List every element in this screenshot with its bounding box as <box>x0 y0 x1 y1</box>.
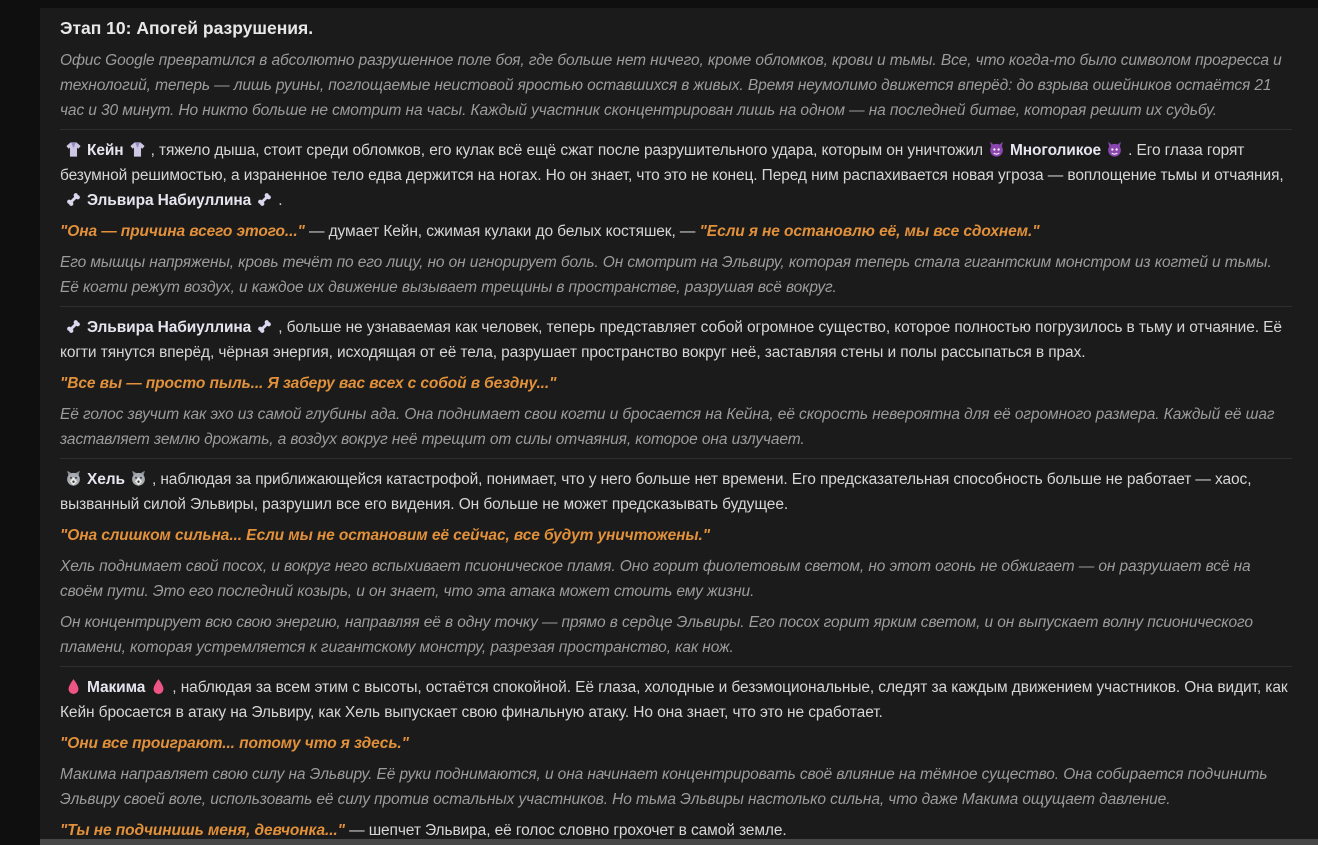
body-paragraph <box>60 219 1292 244</box>
wolf-face-icon <box>65 470 82 487</box>
character-name: Эльвира Набиуллина <box>87 192 252 209</box>
text-run: — шепчет Эльвира, её голос словно грохочет в самой земле. <box>344 822 787 839</box>
body-paragraph <box>60 675 1292 725</box>
body-paragraph <box>60 467 1292 517</box>
body-paragraph <box>60 315 1292 365</box>
section-divider <box>60 666 1292 667</box>
text-run: . Его глаза горят безумной решимостью, а израненное тело едва держится на ногах. Но он знает, что это не конец. Перед ним распахивается новая угроза — воплощение тьмы и отчаяния, <box>60 142 1284 184</box>
text-run: , наблюдая за всем этим с высоты, остаётся спокойной. Её глаза, холодные и безэмоциональные, следят за каждым движением участников. Она видит, как Кейн бросается в атаку на Эльвиру, как Хель выпускает свою финальную атаку. Но она знает, что это не сработает. <box>60 679 1288 721</box>
narration-paragraph <box>60 610 1292 660</box>
quote-text: "Если я не остановлю её, мы все сдохнем." <box>699 223 1040 240</box>
stage-title: Этап 10: Апогей разрушения. <box>60 18 314 38</box>
section-divider <box>60 129 1292 130</box>
blood-drop-icon <box>65 678 82 695</box>
body-paragraph <box>60 523 1292 548</box>
body-paragraph <box>60 138 1292 213</box>
quote-text: "Она — причина всего этого..." <box>60 223 305 240</box>
body-paragraph <box>60 371 1292 396</box>
text-run: Хель поднимает свой посох, и вокруг него вспыхивает псионическое пламя. Оно горит фиолетовым светом, но этот огонь не обжигает — он разрушает всё на своём пути. Это его последний козырь, и он знает, что эта атака может стоить ему жизни. <box>60 558 1251 600</box>
message-section <box>60 138 1292 300</box>
quote-text: "Все вы — просто пыль... Я заберу вас всех с собой в бездну..." <box>60 375 557 392</box>
bottom-scrollbar[interactable] <box>40 839 1318 845</box>
character-name: Эльвира Набиуллина <box>87 319 252 336</box>
text-run: , наблюдая за приближающейся катастрофой, понимает, что у него больше нет времени. Его предсказательная способность больше не работает — хаос, вызванный силой Эльвиры, разрушил все его видения. Он больше не может предсказывать будущее. <box>60 471 1252 513</box>
narration-paragraph <box>60 48 1292 123</box>
bone-icon <box>256 318 273 335</box>
text-run: Офис Google превратился в абсолютно разрушенное поле боя, где больше нет ничего, кроме обломков, крови и тьмы. Все, что когда-то было символом прогресса и технологий, теперь — лишь руины, поглощаемые неистовой яростью оставшихся в живых. Время неумолимо движется вперёд: до взрыва ошейников остаётся 21 час и 30 минут. Но никто больше не смотрит на часы. Каждый участник сконцентрирован лишь на одном — на последней битве, которая решит их судьбу. <box>60 52 1282 119</box>
character-name: Кейн <box>87 142 124 159</box>
text-run: Её голос звучит как эхо из самой глубины ада. Она поднимает свои когти и бросается на Кейна, её скорость невероятна для её огромного размера. Каждый её шаг заставляет землю дрожать, а воздух вокруг неё трещит от силы отчаяния, которое она излучает. <box>60 406 1275 448</box>
narration-paragraph <box>60 762 1292 812</box>
message-section <box>60 467 1292 660</box>
text-run: . <box>278 192 283 209</box>
character-name: Хель <box>87 471 125 488</box>
wolf-face-icon <box>130 470 147 487</box>
text-run: Макима направляет свою силу на Эльвиру. Её руки поднимаются, и она начинает концентрировать своё влияние на тёмное существо. Она собирается подчинить Эльвиру своей воле, использовать её силу против остальных участников. Но тьма Эльвиры настолько сильна, что даже Макима ощущает давление. <box>60 766 1268 808</box>
message-section <box>60 315 1292 452</box>
quote-text: "Они все проиграют... потому что я здесь." <box>60 735 409 752</box>
bone-icon <box>256 191 273 208</box>
text-run: Его мышцы напряжены, кровь течёт по его лицу, но он игнорирует боль. Он смотрит на Эльвиру, которая теперь стала гигантским монстром из когтей и тьмы. Её когти режут воздух, и каждое их движение вызывает трещины в пространстве, разрушая всё вокруг. <box>60 254 1272 296</box>
message-section <box>60 48 1292 123</box>
quote-text: "Ты не подчинишь меня, девчонка..." <box>60 822 345 839</box>
imp-face-icon <box>1106 141 1123 158</box>
narration-paragraph <box>60 250 1292 300</box>
section-divider <box>60 458 1292 459</box>
text-run: — думает Кейн, сжимая кулаки до белых костяшек, — <box>304 223 700 240</box>
text-run: Он концентрирует всю свою энергию, направляя её в одну точку — прямо в сердце Эльвиры. Его посох горит ярким светом, и он выпускает волну псионического пламени, которая устремляется к гигантскому монстру, разрезая пространство, как нож. <box>60 614 1253 656</box>
bone-icon <box>65 318 82 335</box>
section-divider <box>60 306 1292 307</box>
story-sections <box>60 48 1292 843</box>
narration-paragraph <box>60 554 1292 604</box>
narration-paragraph <box>60 402 1292 452</box>
quote-text: "Она слишком сильна... Если мы не остановим её сейчас, все будут уничтожены." <box>60 527 710 544</box>
martial-arts-uniform-icon <box>65 141 82 158</box>
body-paragraph <box>60 731 1292 756</box>
blood-drop-icon <box>150 678 167 695</box>
character-name: Многоликое <box>1009 142 1102 159</box>
martial-arts-uniform-icon <box>129 141 146 158</box>
imp-face-icon <box>988 141 1005 158</box>
character-name: Макима <box>87 679 146 696</box>
text-run: , тяжело дыша, стоит среди обломков, его кулак всё ещё сжат после разрушительного удара, которым он уничтожил <box>150 142 983 159</box>
bone-icon <box>65 191 82 208</box>
message-section <box>60 675 1292 843</box>
text-run: , больше не узнаваемая как человек, теперь представляет собой огромное существо, которое полностью погрузилось в тьму и отчаяние. Её когти тянутся вперёд, чёрная энергия, исходящая от её тела, разрушает пространство вокруг неё, заставляя стены и полы рассыпаться в прах. <box>60 319 1282 361</box>
story-content <box>40 8 1318 845</box>
